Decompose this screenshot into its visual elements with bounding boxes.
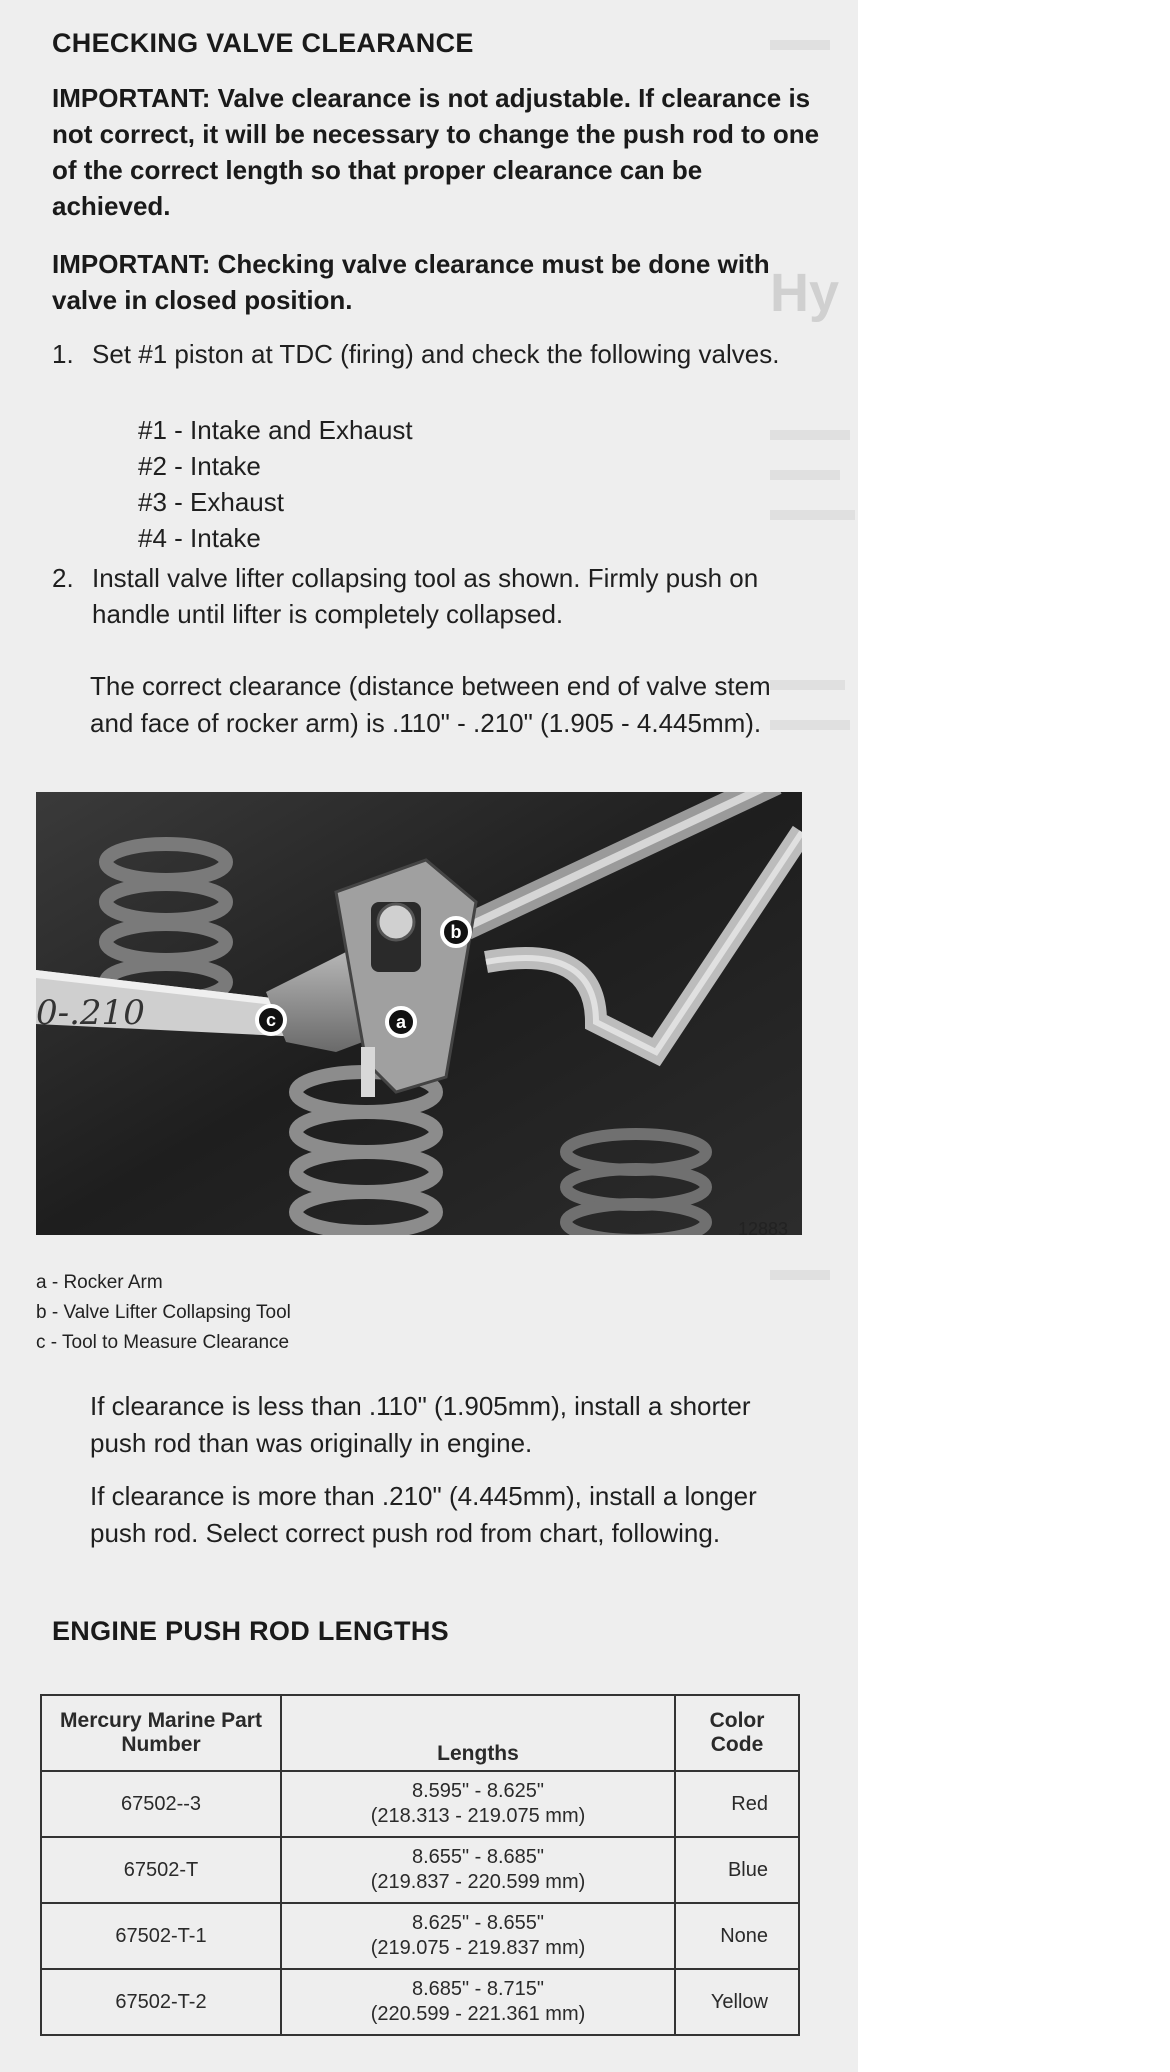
important-note-closed-position: IMPORTANT: Checking valve clearance must be done with valve in closed position. xyxy=(52,249,770,315)
color-code-cell: Blue xyxy=(675,1837,799,1903)
push-rod-table xyxy=(40,1694,800,2036)
column-header-part-number: Mercury Marine Part Number xyxy=(41,1695,281,1771)
step-1-number: 1. xyxy=(52,339,74,369)
color-code-cell: Red xyxy=(675,1771,799,1837)
length-cell xyxy=(281,1903,675,1969)
legend-item: b - Valve Lifter Collapsing Tool xyxy=(36,1302,291,1323)
column-header-color-code: Color Code xyxy=(675,1695,799,1771)
handwritten-mark: 0-.210 xyxy=(36,993,145,1033)
length-inches: 8.625" - 8.655" xyxy=(411,1912,545,1934)
length-cell xyxy=(281,1969,675,2035)
valve-item: #2 - Intake xyxy=(138,451,261,481)
part-number-cell: 67502-T xyxy=(41,1837,281,1903)
figure-number: 12883 xyxy=(738,1219,789,1239)
valve-stem xyxy=(361,1047,375,1097)
legend-item: a - Rocker Arm xyxy=(36,1272,163,1293)
photo-illustration xyxy=(36,792,802,1235)
length-cell xyxy=(281,1771,675,1837)
length-mm: (219.837 - 220.599 mm) xyxy=(370,1871,586,1893)
step-2 xyxy=(52,560,822,632)
bleed-through-line xyxy=(770,40,830,50)
valve-clearance-photo xyxy=(36,792,802,1235)
more-clearance-text: If clearance is more than .210" (4.445mm), install a longer push rod. Select correct push rod from chart, following. xyxy=(90,1481,757,1548)
bleed-through-line xyxy=(770,510,855,520)
part-number-cell: 67502-T-1 xyxy=(41,1903,281,1969)
svg-text:c: c xyxy=(265,1010,277,1030)
table-row xyxy=(41,1771,799,1837)
part-number-cell: 67502--3 xyxy=(41,1771,281,1837)
column-header-lengths: Lengths xyxy=(281,1695,675,1771)
length-mm: (220.599 - 221.361 mm) xyxy=(370,2003,586,2025)
section-title: CHECKING VALVE CLEARANCE xyxy=(52,28,474,58)
callout-b xyxy=(442,918,470,946)
svg-text:a: a xyxy=(395,1012,407,1032)
table-header-row xyxy=(41,1695,799,1771)
callout-a xyxy=(387,1008,415,1036)
length-cell xyxy=(281,1837,675,1903)
valve-item: #1 - Intake and Exhaust xyxy=(138,415,413,445)
legend-item: c - Tool to Measure Clearance xyxy=(36,1332,290,1353)
bleed-through-line xyxy=(770,1270,830,1280)
table-row xyxy=(41,1837,799,1903)
length-mm: (219.075 - 219.837 mm) xyxy=(370,1937,586,1959)
length-inches: 8.595" - 8.625" xyxy=(411,1780,545,1802)
valve-item: #4 - Intake xyxy=(138,523,261,553)
step-2-text: Install valve lifter collapsing tool as shown. Firmly push on handle until lifter is completely collapsed. xyxy=(92,563,759,629)
table-title: ENGINE PUSH ROD LENGTHS xyxy=(52,1616,449,1646)
svg-text:b: b xyxy=(450,922,462,942)
part-number-cell: 67502-T-2 xyxy=(41,1969,281,2035)
table-row xyxy=(41,1969,799,2035)
color-code-cell: Yellow xyxy=(675,1969,799,2035)
step-2-number: 2. xyxy=(52,563,74,593)
length-inches: 8.655" - 8.685" xyxy=(411,1846,545,1868)
important-note-adjustable: IMPORTANT: Valve clearance is not adjustable. If clearance is not correct, it will be necessary to change the push rod to one of the correct length so that proper clearance can be achieved. xyxy=(52,83,820,221)
less-clearance-text: If clearance is less than .110" (1.905mm), install a shorter push rod than was originally in engine. xyxy=(90,1391,751,1458)
color-code-cell: None xyxy=(675,1903,799,1969)
bleed-through-heading: Hy xyxy=(770,263,840,323)
callout-c xyxy=(257,1006,285,1034)
length-inches: 8.685" - 8.715" xyxy=(411,1978,545,2000)
clearance-spec-text: The correct clearance (distance between end of valve stem and face of rocker arm) is .110" - .210" (1.905 - 4.445mm). xyxy=(90,671,771,738)
valve-item: #3 - Exhaust xyxy=(138,487,284,517)
step-1 xyxy=(52,336,822,372)
step-1-text: Set #1 piston at TDC (firing) and check the following valves. xyxy=(92,339,780,369)
table-row xyxy=(41,1903,799,1969)
bleed-through-line xyxy=(770,430,850,440)
bleed-through-line xyxy=(770,470,840,480)
length-mm: (218.313 - 219.075 mm) xyxy=(370,1805,586,1827)
